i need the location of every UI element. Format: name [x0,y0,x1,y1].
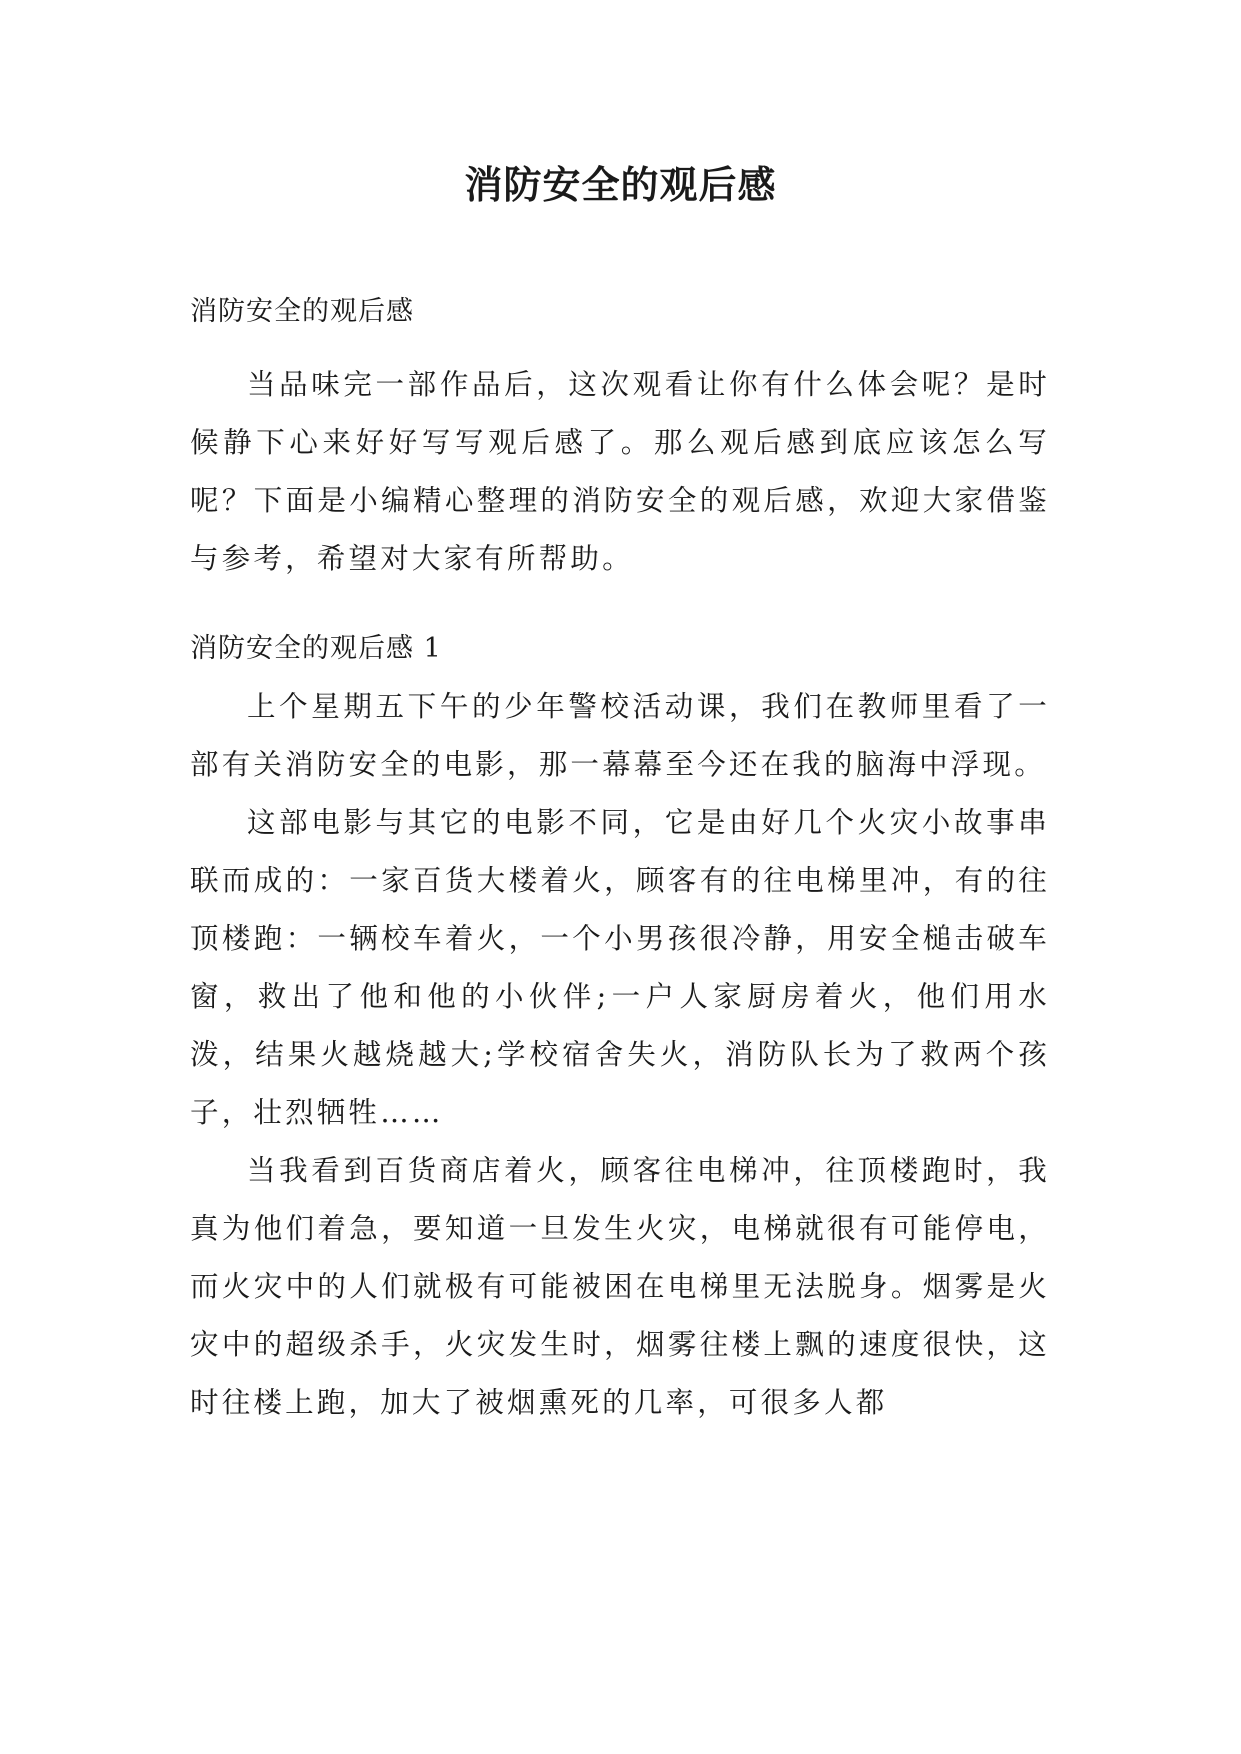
document-title: 消防安全的观后感 [464,162,777,207]
body-paragraph: 上个星期五下午的少年警校活动课，我们在教师里看了一部有关消防安全的电影，那一幕幕至今还在我的脑海中浮现。 [190,690,1050,781]
body-paragraph: 这部电影与其它的电影不同，它是由好几个火灾小故事串联而成的：一家百货大楼着火，顾客有的往电梯里冲，有的往顶楼跑：一辆校车着火，一个小男孩很冷静，用安全槌击破车窗，救出了他和他的小伙伴;一户人家厨房着火，他们用水泼，结果火越烧越大;学校宿舍失火，消防队长为了救两个孩子，壮烈牺牲…… [190,806,1050,1129]
intro-paragraph: 当品味完一部作品后，这次观看让你有什么体会呢？是时候静下心来好好写写观后感了。那么观后感到底应该怎么写呢？下面是小编精心整理的消防安全的观后感，欢迎大家借鉴与参考，希望对大家有所帮助。 [190,368,1050,575]
body-paragraph: 当我看到百货商店着火，顾客往电梯冲，往顶楼跑时，我真为他们着急，要知道一旦发生火灾，电梯就很有可能停电，而火灾中的人们就极有可能被困在电梯里无法脱身。烟雾是火灾中的超级杀手，火灾发生时，烟雾往楼上飘的速度很快，这时往楼上跑，加大了被烟熏死的几率，可很多人都 [190,1154,1050,1419]
body-block [190,620,1050,1432]
intro-block [190,356,1050,588]
document-subtitle: 消防安全的观后感 [190,296,414,327]
section-heading: 消防安全的观后感 1 [190,633,442,664]
